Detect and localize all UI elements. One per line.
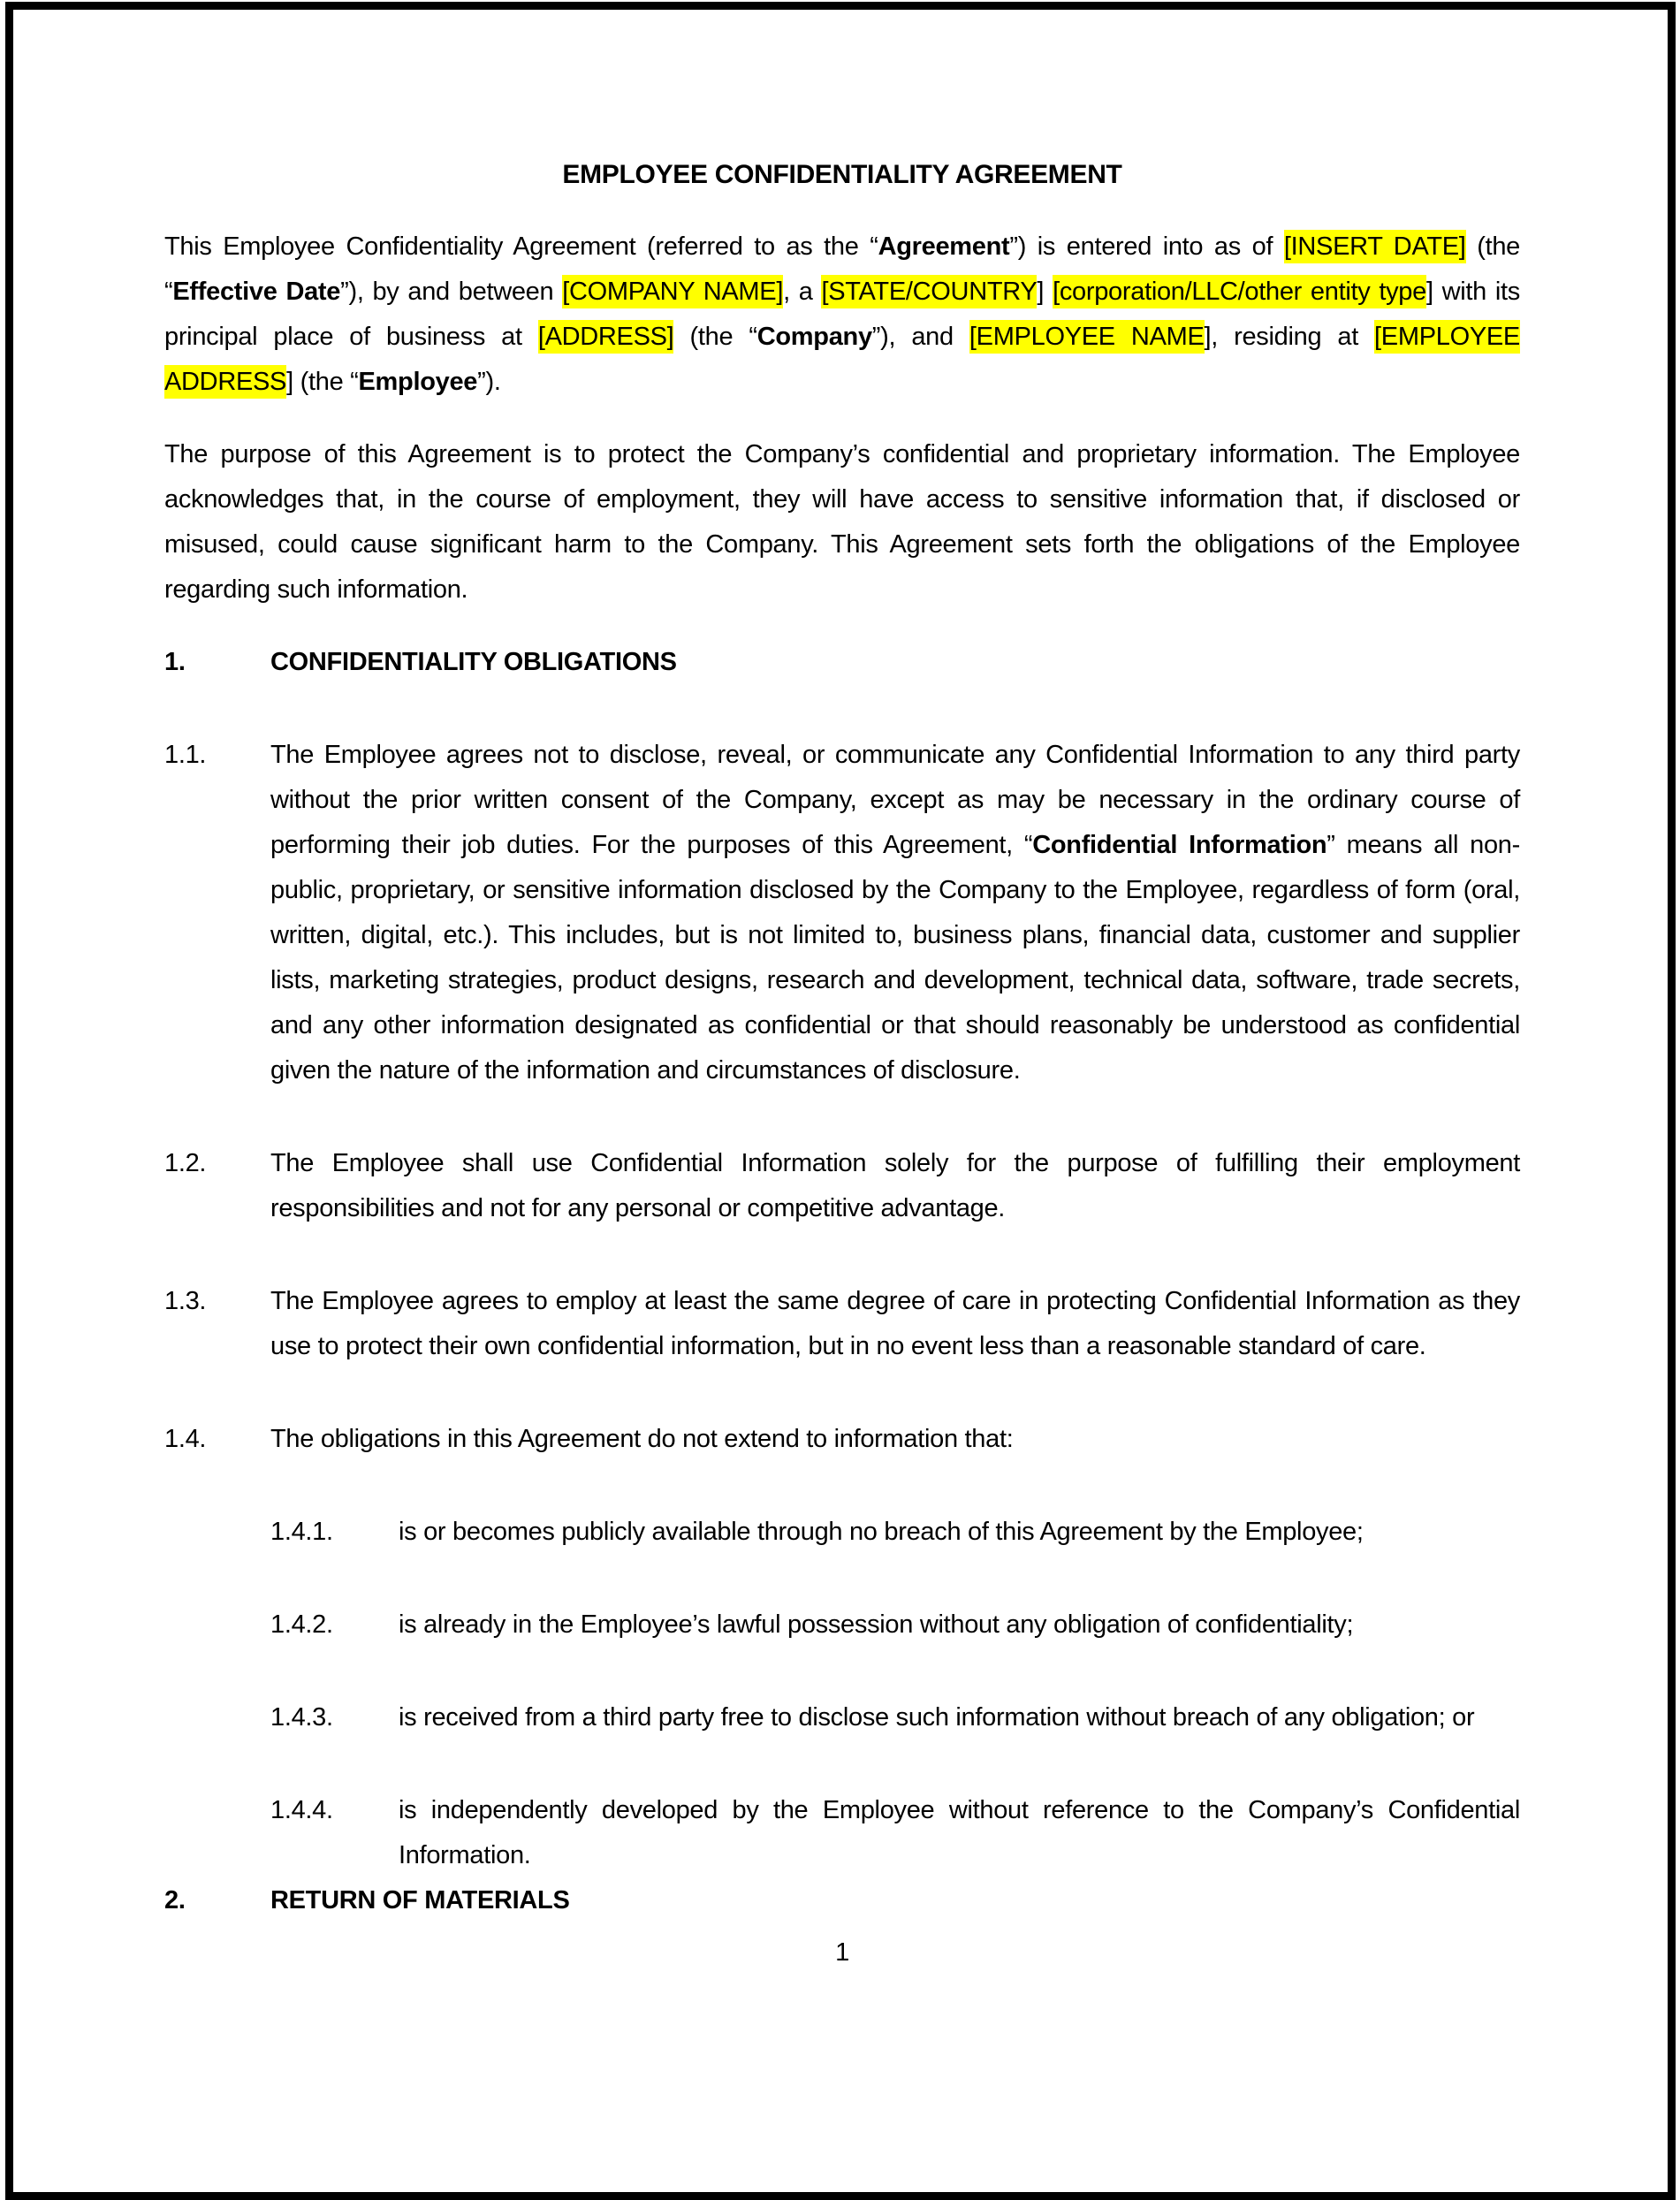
- page-number: 1: [835, 1938, 849, 1967]
- clause-1-3-text: The Employee agrees to employ at least the same degree of care in protecting Confidential Information as they use to protect their own confidential information, but in no event less than a reasonable standard of care.: [270, 1287, 1520, 1360]
- clause-1-2: [164, 1141, 1520, 1231]
- clause-1-1-number: 1.1.: [164, 741, 207, 769]
- subclause-1-4-2: [270, 1602, 1520, 1648]
- clause-1-2-text: The Employee shall use Confidential Information solely for the purpose of fulfilling their employment responsibilities and not for any personal or competitive advantage.: [270, 1149, 1520, 1222]
- subclause-1-4-3-number: 1.4.3.: [270, 1703, 333, 1732]
- subclause-1-4-3: [270, 1695, 1520, 1740]
- section-1-number: 1.: [164, 648, 186, 676]
- subclause-1-4-3-text: is received from a third party free to disclose such information without breach of any obligation; or: [399, 1703, 1475, 1732]
- subclause-1-4-4: [270, 1788, 1520, 1878]
- section-2-number: 2.: [164, 1886, 186, 1915]
- section-1-heading: [164, 640, 1520, 685]
- clause-1-4: [164, 1417, 1520, 1462]
- section-1-title: CONFIDENTIALITY OBLIGATIONS: [270, 648, 677, 676]
- clause-1-3-number: 1.3.: [164, 1287, 207, 1315]
- subclause-1-4-4-text: is independently developed by the Employee without reference to the Company’s Confidential Information.: [399, 1796, 1520, 1869]
- subclause-1-4-4-number: 1.4.4.: [270, 1796, 333, 1824]
- subclause-1-4-1: [270, 1510, 1520, 1555]
- clause-1-1: [164, 733, 1520, 1093]
- document-title: EMPLOYEE CONFIDENTIALITY AGREEMENT: [562, 160, 1122, 189]
- section-2-heading: [164, 1878, 1520, 1923]
- subclause-1-4-1-number: 1.4.1.: [270, 1518, 333, 1546]
- clause-1-1-text: The Employee agrees not to disclose, reveal, or communicate any Confidential Information to any third party without the prior written consent of the Company, except as may be necessary in the ordinary course of performing their job duties. For the purposes of this Agreement, “Confidential Information” means all non-public, proprietary, or sensitive information disclosed by the Company to the Employee, regardless of form (oral, written, digital, etc.). This includes, but is not limited to, business plans, financial data, customer and supplier lists, marketing strategies, product designs, research and development, technical data, software, trade secrets, and any other information designated as confidential or that should reasonably be understood as confidential given the nature of the information and circumstances of disclosure.: [270, 741, 1520, 1085]
- clause-1-4-number: 1.4.: [164, 1425, 207, 1453]
- subclause-1-4-2-text: is already in the Employee’s lawful possession without any obligation of confidentiality;: [399, 1610, 1354, 1639]
- document-content: [164, 0, 1520, 1975]
- subclause-1-4-1-text: is or becomes publicly available through no breach of this Agreement by the Employee;: [399, 1518, 1364, 1546]
- clause-1-2-number: 1.2.: [164, 1149, 207, 1177]
- clause-1-3: [164, 1279, 1520, 1369]
- intro-paragraph: This Employee Confidentiality Agreement (referred to as the “Agreement”) is entered into as of [INSERT DATE] (the “Effective Date”), by and between [COMPANY NAME], a [STATE/COUNTRY] [corporation/LLC/other entity type] with its principal place of business at [ADDRESS] (the “Company”), and [EMPLOYEE NAME], residing at [EMPLOYEE ADDRESS] (the “Employee”).: [164, 225, 1520, 405]
- subclause-1-4-2-number: 1.4.2.: [270, 1610, 333, 1639]
- clause-1-4-text: The obligations in this Agreement do not extend to information that:: [270, 1425, 1014, 1453]
- section-2-title: RETURN OF MATERIALS: [270, 1886, 570, 1915]
- purpose-paragraph: The purpose of this Agreement is to protect the Company’s confidential and proprietary information. The Employee acknowledges that, in the course of employment, they will have access to sensitive information that, if disclosed or misused, could cause significant harm to the Company. This Agreement sets forth the obligations of the Employee regarding such information.: [164, 440, 1520, 604]
